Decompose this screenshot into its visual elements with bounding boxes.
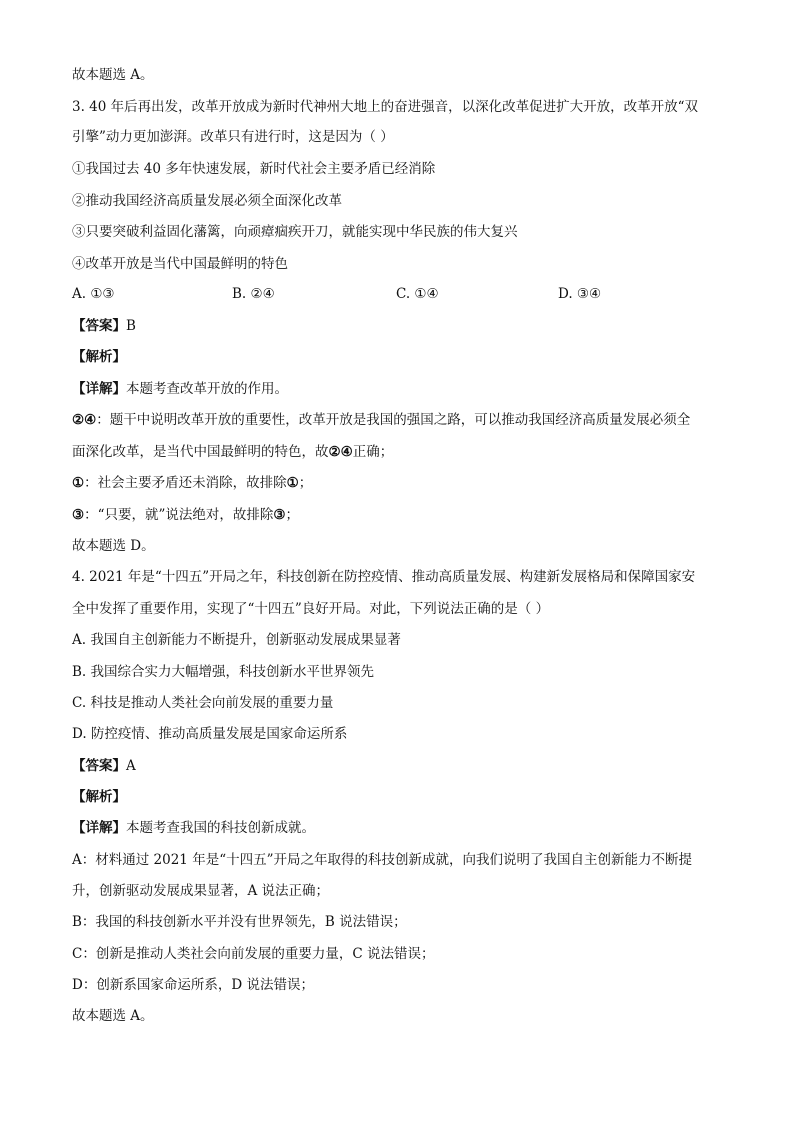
explanation-line: B：我国的科技创新水平并没有世界领先，B 说法错误； [72, 914, 407, 930]
option-d: D. ③④ [558, 286, 602, 302]
statement-4: ④改革开放是当代中国最鲜明的特色 [72, 256, 288, 272]
explanation-line: A：材料通过 2021 年是“十四五”开局之年取得的科技创新成就，向我们说明了我国自主创新能力不断提 [72, 852, 692, 868]
explanation-line-cont: 升，创新驱动发展成果显著，A 说法正确； [72, 883, 330, 899]
detail-line [72, 380, 288, 398]
detail-tag: 【详解】 [72, 820, 126, 836]
question-4-stem: 4. 2021 年是“十四五”开局之年，科技创新在防控疫情、推动高质量发展、构建新发展格局和保障国家安 [72, 569, 696, 585]
analysis-label: 【解析】 [72, 789, 126, 805]
analysis-tag [72, 788, 126, 806]
explanation-line: D：创新系国家命运所系，D 说法错误； [72, 977, 314, 993]
explanation-text: ：社会主要矛盾还未消除，故排除 [84, 475, 287, 491]
answer-tag: 【答案】 [72, 318, 126, 334]
explanation-text: ：题干中说明改革开放的重要性，改革开放是我国的强国之路，可以推动我国经济高质量发展必须全 [96, 412, 691, 428]
answer-conclusion: 故本题选 A。 [72, 67, 154, 83]
question-3-options [72, 285, 722, 303]
statement-ref: ③ [72, 507, 85, 523]
statement-ref: ① [72, 475, 85, 491]
answer-line [72, 757, 136, 775]
explanation-text: 正确； [352, 444, 394, 460]
detail-text: 本题考查改革开放的作用。 [126, 381, 288, 397]
question-3-stem: 3. 40 年后再出发，改革开放成为新时代神州大地上的奋进强音，以深化改革促进扩大开放，改革开放“双 [72, 99, 699, 115]
statement-3: ③只要突破利益固化藩篱，向顽瘴痼疾开刀，就能实现中华民族的伟大复兴 [72, 224, 518, 240]
detail-text: 本题考查我国的科技创新成就。 [126, 820, 315, 836]
statement-ref: ②④ [72, 412, 97, 428]
answer-value: A [126, 758, 136, 774]
option-b: B. ②④ [232, 286, 275, 302]
option-b: B. 我国综合实力大幅增强，科技创新水平世界领先 [72, 664, 375, 680]
explanation-text: ； [285, 507, 300, 523]
explanation-line: C：创新是推动人类社会向前发展的重要力量，C 说法错误； [72, 946, 435, 962]
explanation-line [72, 506, 299, 524]
option-c: C. 科技是推动人类社会向前发展的重要力量 [72, 695, 334, 711]
explanation-text: ：“只要，就”说法绝对，故排除 [84, 507, 274, 523]
detail-tag: 【详解】 [72, 381, 126, 397]
option-c: C. ①④ [396, 286, 439, 302]
answer-conclusion: 故本题选 D。 [72, 538, 155, 554]
answer-line [72, 317, 136, 335]
detail-line [72, 819, 315, 837]
question-4-stem-cont: 全中发挥了重要作用，实现了“十四五”良好开局。对此，下列说法正确的是（ ） [72, 601, 550, 617]
statement-2: ②推动我国经济高质量发展必须全面深化改革 [72, 193, 342, 209]
explanation-line [72, 411, 690, 429]
statement-ref: ③ [273, 507, 286, 523]
option-d: D. 防控疫情、推动高质量发展是国家命运所系 [72, 726, 348, 742]
explanation-text: 面深化改革，是当代中国最鲜明的特色，故 [72, 444, 329, 460]
question-3-stem-cont: 引擎”动力更加澎湃。改革只有进行时，这是因为（ ） [72, 129, 394, 145]
option-a: A. 我国自主创新能力不断提升，创新驱动发展成果显著 [72, 632, 401, 648]
statement-ref: ① [286, 475, 299, 491]
analysis-label: 【解析】 [72, 349, 126, 365]
statement-ref: ②④ [328, 444, 353, 460]
answer-value: B [126, 318, 136, 334]
explanation-line-cont [72, 443, 393, 461]
answer-tag: 【答案】 [72, 758, 126, 774]
explanation-line [72, 474, 312, 492]
statement-1: ①我国过去 40 多年快速发展，新时代社会主要矛盾已经消除 [72, 161, 436, 177]
answer-conclusion: 故本题选 A。 [72, 1008, 154, 1024]
option-a: A. ①③ [72, 286, 115, 302]
explanation-text: ； [298, 475, 313, 491]
analysis-tag [72, 348, 126, 366]
